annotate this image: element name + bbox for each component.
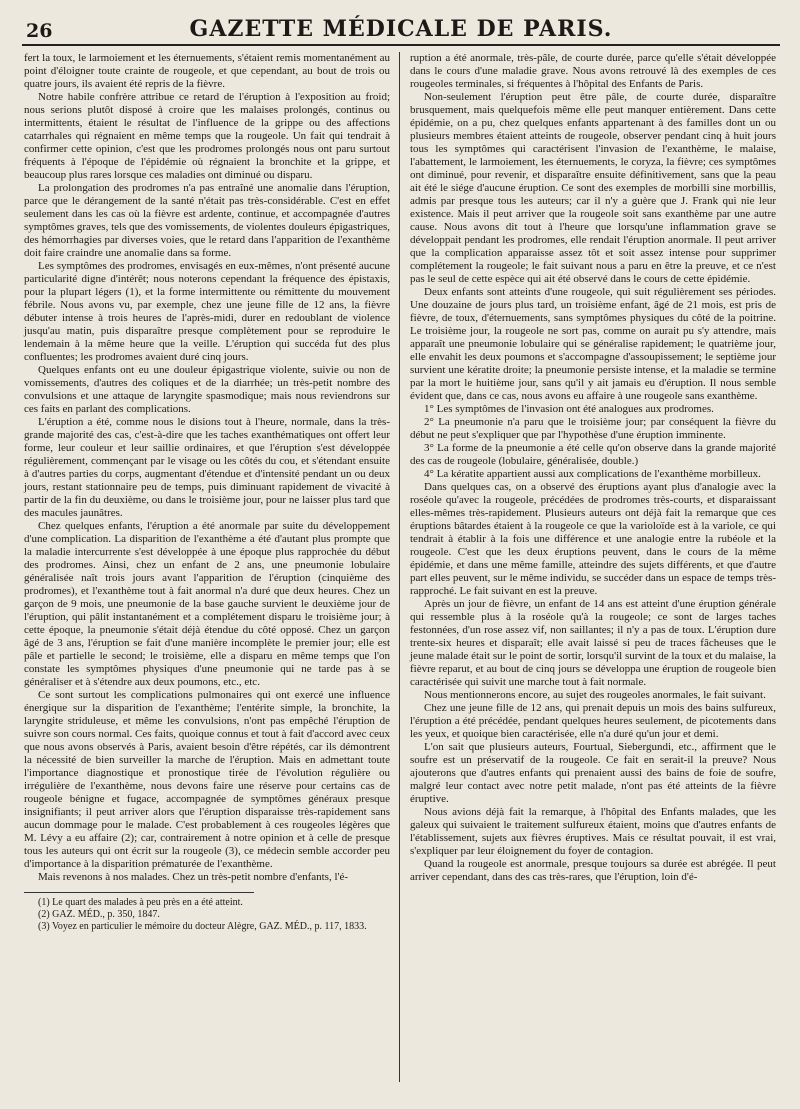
footnote: (2) GAZ. MÉD., p. 350, 1847. [38, 909, 160, 920]
footnote-divider [24, 892, 254, 893]
paragraph: fert la toux, le larmoiement et les éternuements, s'étaient remis momentanément au point d'éloigner toute crainte de rougeole, et que cependant, au bout de trois ou quatre jours, ils avaient été repris de la fièvre. [24, 52, 390, 90]
paragraph: ruption a été anormale, très-pâle, de courte durée, parce qu'elle s'était développée dans le cours d'une maladie grave. Nous avons retrouvé là des exemples de ces rougeoles terminales, si fréquentes à l'hôpital des Enfants de Paris. [410, 52, 776, 90]
footnote: (1) Le quart des malades à peu près en a été atteint. [38, 897, 243, 908]
paragraph: Ce sont surtout les complications pulmonaires qui ont exercé une influence énergique sur la disparition de l'exanthème; l'entérite simple, la bronchite, la laryngite striduleuse, et même les convulsions, n'ont pas empêché l'éruption de suivre son cours normal. Ces faits, quoique connus et tout à fait d'accord avec ceux que nous avons observés à Paris, avaient besoin d'être répétés, car ils démontrent la nécessité de bien surveiller la marche de l'éruption. Mais en admettant toute l'importance diagnostique et pronostique tirée de l'évolution régulière ou irrégulière de l'exanthème, nous devons faire une réserve pour certains cas de rougeole bénigne et fugace, accompagnée de symptômes généraux presque insignifiants; il peut arriver alors que l'éruption disparaisse très-rapidement sans aucun dommage pour le malade. C'est probablement à ces rougeoles légères que M. Lévy a eu affaire (2); car, contrairement à notre opinion et à celle de presque tous les auteurs qui ont écrit sur la rougeole (3), ce médecin semble accorder peu d'importance à la disparition prématurée de l'exanthème. [24, 689, 390, 870]
column-rule [399, 52, 400, 1082]
paragraph: Notre habile confrère attribue ce retard de l'éruption à l'exposition au froid; nous serions plutôt disposé à croire que les malaises prolongés, continus ou intermittents, étaient le résultat de l'influence de la grippe ou des affections catarrhales qui régnaient en même temps que la rougeole. Un fait qui tendrait à confirmer cette opinion, c'est que les prodromes prolongés nous ont paru surtout fréquents à l'époque de l'épidémie où régnaient la bronchite et la grippe, et beaucoup plus rares lorsque ces maladies ont diminué ou disparu. [24, 91, 390, 181]
paragraph: Non-seulement l'éruption peut être pâle, de courte durée, disparaître brusquement, mais quelquefois même elle peut manquer entièrement. Dans cette épidémie, on a pu, chez quelques enfants appartenant à des familles dont un ou plusieurs membres étaient atteints de rougeole, observer pendant cinq à huit jours tous les symptômes qui caractérisent l'invasion de l'exanthème, le malaise, l'abattement, le larmoiement, les éternuements, le coryza, la fièvre; ces symptômes ont diminué, pour revenir, et disparaître ensuite définitivement, sans que la peau ait été le siége d'aucune éruption. Ce sont des exemples de morbilli sine morbillis, admis par presque tous les auteurs; car il n'y a guère que J. Frank qui nie leur existence. Mais il peut arriver que la rougeole soit sans exanthème par une autre cause. Nous avons dit tout à l'heure que lorsqu'une inflammation grave se développait pendant les prodromes, elle rendait l'éruption anormale. Il peut arriver que la complication apparaisse assez tôt et soit assez intense pour supprimer complétement la rougeole; le fait suivant nous a paru en être la preuve, et ce n'est pas le seul de cette espèce qui ait été observé dans le cours de cette épidémie. [410, 91, 776, 285]
numbered-point: 2° La pneumonie n'a paru que le troisième jour; par conséquent la fièvre du début ne peut s'expliquer que par l'hypothèse d'une éruption imminente. [410, 416, 776, 441]
paragraph: Les symptômes des prodromes, envisagés en eux-mêmes, n'ont présenté aucune particularité digne d'intérêt; nous noterons cependant la fréquence des épistaxis, pour la plupart légers (1), et la forme intermittente ou rémittente du mouvement fébrile. Nous avons vu, par exemple, chez une jeune fille de 12 ans, la fièvre débuter intense à trois heures de l'après-midi, durer en redoublant de violence jusqu'au matin, puis disparaître presque complètement pour se reproduire le lendemain à la même heure que la veille. L'éruption qui succéda fut des plus confluentes; les prodromes avaient duré cinq jours. [24, 260, 390, 363]
paragraph: Chez quelques enfants, l'éruption a été anormale par suite du développement d'une complication. La disparition de l'exanthème a été d'autant plus prompte que la maladie intercurrente s'est développée à une époque plus rapprochée du début des prodromes. Ainsi, chez un enfant de 2 ans, une pneumonie lobulaire généralisée naît trois jours avant l'apparition de l'éruption (cinquième des prodromes), et l'exanthème tout à fait anormal n'a duré que deux heures. Chez un garçon de 9 mois, une pneumonie de la base gauche survient le deuxième jour de l'éruption, qui pâlit instantanément et a complétement disparu le troisième jour; à cette époque, la pneumonie s'était déjà étendue du côté opposé. Chez un garçon âgé de 3 ans, l'éruption se fait d'une manière incomplète le premier jour; elle est pâle et partielle le second; le troisième, elle a disparu en même temps que l'on constate les symptômes physiques d'une pneumonie qui ne tarde pas à se généraliser et à s'étendre aux deux poumons, etc., etc. [24, 520, 390, 688]
page-number: 26 [26, 20, 53, 42]
numbered-point: 4° La kératite appartient aussi aux complications de l'exanthème morbilleux. [424, 468, 761, 480]
paragraph: Deux enfants sont atteints d'une rougeole, qui suit régulièrement ses périodes. Une douzaine de jours plus tard, un troisième enfant, âgé de 21 mois, est pris de fièvre, de toux, d'éternuements, sans symptômes physiques du côté de la poitrine. Le troisième jour, la rougeole ne sort pas, comme on aurait pu s'y attendre, mais apparaît une pneumonie lobulaire qui se généralise rapidement; le quatrième jour, elle envahit les deux poumons et s'accompagne d'assoupissement; le septième jour survient une kératite droite; la pneumonie persiste intense, et la maladie se termine par la mort le huitième jour, sans qu'il y ait jamais eu d'éruption. Il nous semble évident que, dans ce cas, nous avons eu affaire à une rougeole sans exanthème. [410, 286, 776, 402]
numbered-point: 1° Les symptômes de l'invasion ont été analogues aux prodromes. [424, 403, 714, 415]
running-title: GAZETTE MÉDICALE DE PARIS. [189, 16, 613, 42]
page-header [22, 14, 780, 46]
paragraph: Après un jour de fièvre, un enfant de 14 ans est atteint d'une éruption générale qui ressemble plus à la roséole qu'à la rougeole; ce sont de larges taches festonnées, d'un rose assez vif, non saillantes; il n'y a pas de toux. L'éruption dure trente-six heures et disparaît; elle avait laissé si peu de traces fâcheuses que le jeune malade était sur le point de sortir, lorsqu'il survint de la toux et du malaise, la fièvre reparut, et au bout de cinq jours se développa une éruption de rougeole bien caractérisée qui suivit une marche tout à fait normale. [410, 598, 776, 688]
paragraph: Quand la rougeole est anormale, presque toujours sa durée est abrégée. Il peut arriver cependant, dans des cas très-rares, que l'éruption, loin d'é- [410, 858, 776, 883]
paragraph: Mais revenons à nos malades. Chez un très-petit nombre d'enfants, l'é- [38, 871, 349, 883]
paragraph: La prolongation des prodromes n'a pas entraîné une anomalie dans l'éruption, parce que le dérangement de la santé n'était pas très-considérable. C'est en effet seulement dans les cas où la fièvre est ardente, continue, et accompagnée d'autres symptômes graves, tels que des vomissements, de violentes douleurs épigastriques, des hémorrhagies par diverses voies, que le retard dans l'apparition de l'exanthème doit faire craindre une anomalie dans sa forme. [24, 182, 390, 259]
right-column [410, 52, 776, 884]
paragraph: Nous mentionnerons encore, au sujet des rougeoles anormales, le fait suivant. [424, 689, 766, 701]
footnote: (3) Voyez en particulier le mémoire du docteur Alègre, GAZ. MÉD., p. 117, 1833. [38, 921, 367, 932]
paragraph: L'éruption a été, comme nous le disions tout à l'heure, normale, dans la très-grande majorité des cas, c'est-à-dire que les taches exanthématiques ont offert leur forme, leur couleur et leur saillie ordinaires, et que l'éruption s'est développée régulièrement, commençant par le visage ou les côtés du cou, et s'étendant ensuite à d'autres parties du corps, augmentant d'étendue et d'intensité pendant un ou deux jours, restant stationnaire peu de temps, puis diminuant rapidement de vivacité à partir de la fin du deuxième, ou dans le troisième jour, pour ne laisser plus tard que des macules jaunâtres. [24, 416, 390, 519]
paragraph: Quelques enfants ont eu une douleur épigastrique violente, suivie ou non de vomissements, d'autres des coliques et de la diarrhée; un très-petit nombre des convulsions et une attaque de laryngite spasmodique; mais nous reviendrons sur ces faits en parlant des complications. [24, 364, 390, 415]
paragraph: Dans quelques cas, on a observé des éruptions ayant plus d'analogie avec la roséole qu'avec la rougeole, précédées de prodromes très-courts, et disparaissant elles-mêmes très-rapidement. Plusieurs auteurs ont déjà fait la remarque que ces éruptions bâtardes étaient à la rougeole ce que la varioloïde est à la variole, ce qui tendrait à établir à la fois une différence et une analogie entre la rubéole et la rougeole. C'est que les deux éruptions peuvent, dans le cours de la même épidémie, et dans une même famille, atteindre des sujets différents, et que d'autre part elles peuvent, sur le même individu, se succéder dans un espace de temps très-rapproché. Le fait suivant en est la preuve. [410, 481, 776, 597]
paragraph: Chez une jeune fille de 12 ans, qui prenait depuis un mois des bains sulfureux, l'éruption a été précédée, pendant quelques heures seulement, de picotements dans les yeux, et quoique bien caractérisée, elle n'a duré qu'un jour et demi. [410, 702, 776, 740]
paragraph: L'on sait que plusieurs auteurs, Fourtual, Siebergundi, etc., affirment que le soufre est un préservatif de la rougeole. Ce fait en serait-il la preuve? Nous ajouterons que d'autres enfants qui prenaient aussi des bains de foie de soufre, malgré leur contact avec notre petit malade, n'ont pas été atteints de la fièvre éruptive. [410, 741, 776, 805]
left-column [24, 52, 390, 933]
paragraph: Nous avions déjà fait la remarque, à l'hôpital des Enfants malades, que les galeux qui suivaient le traitement sulfureux étaient, moins que d'autres enfants de l'établissement, sujets aux fièvres éruptives. Mais ce résultat pouvait, il est vrai, s'expliquer par leur éloignement du foyer de contagion. [410, 806, 776, 857]
numbered-point: 3° La forme de la pneumonie a été celle qu'on observe dans la grande majorité des cas de rougeole (lobulaire, généralisée, double.) [410, 442, 776, 467]
